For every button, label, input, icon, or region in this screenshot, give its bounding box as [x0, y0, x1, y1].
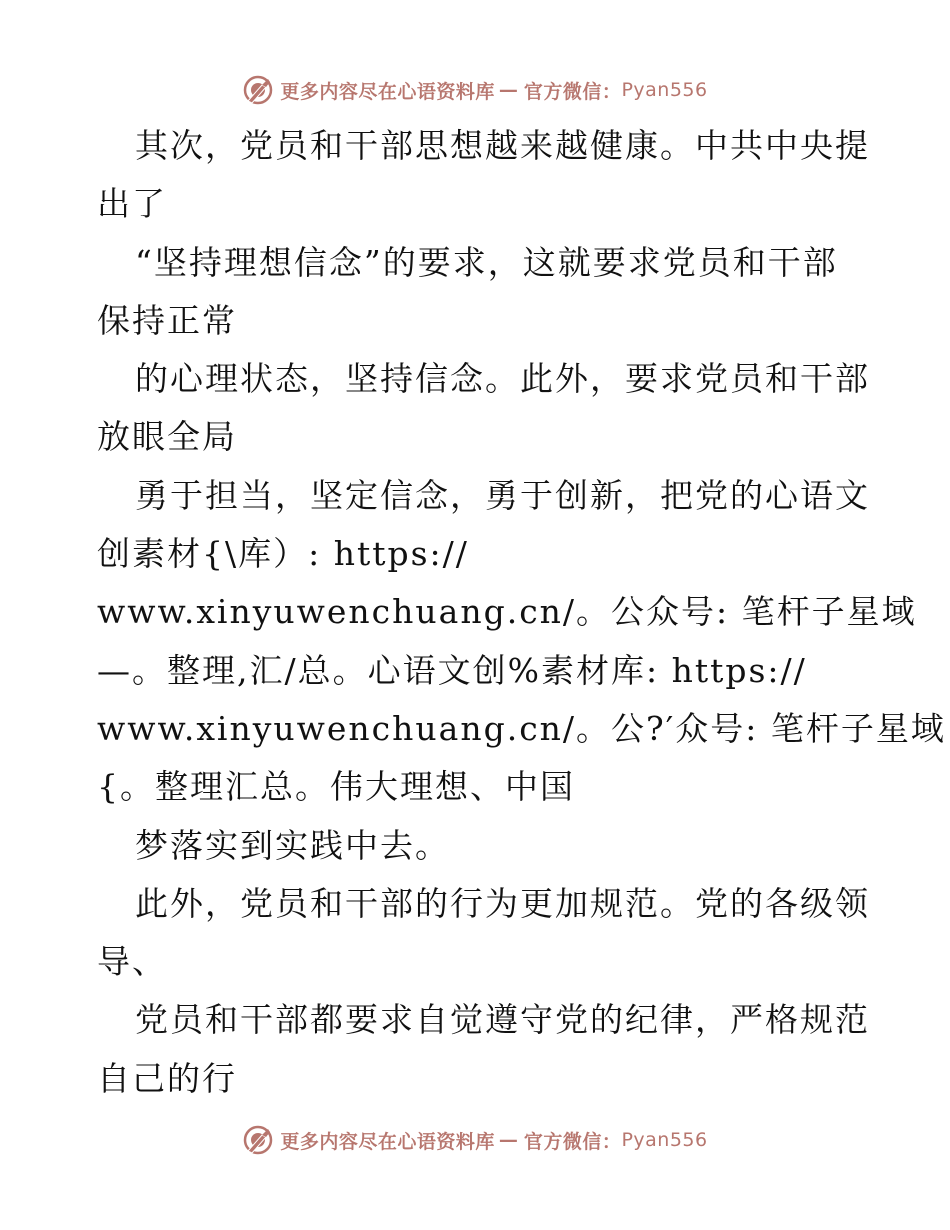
body-line: 梦落实到实践中去。 [135, 825, 450, 865]
footer-watermark-separator: — [498, 1129, 518, 1151]
pen-logo-icon [242, 1124, 274, 1156]
footer-watermark-banner [0, 1123, 950, 1157]
header-watermark-text: 更多内容尽在心语资料库 [280, 80, 495, 103]
header-watermark-separator: — [498, 79, 518, 101]
body-line: 党员和干部都要求自觉遵守党的纪律，严格规范 [135, 1000, 870, 1040]
footer-contact-handle: Pyan556 [621, 1129, 708, 1151]
body-text [97, 117, 946, 1108]
body-line: 的心理状态，坚持信念。此外，要求党员和干部 [135, 359, 870, 399]
body-line: “坚持理想信念”的要求，这就要求党员和干部 [135, 242, 838, 282]
footer-contact-label: 官方微信： [523, 1130, 622, 1153]
header-contact-handle: Pyan556 [621, 79, 708, 101]
header-watermark-banner [0, 73, 950, 107]
body-line: 此外，党员和干部的行为更加规范。党的各级领 [135, 883, 870, 923]
body-line: 创素材{\库）: https:// [97, 534, 469, 574]
body-line: 保持正常 [97, 300, 237, 340]
body-line: www.xinyuwenchuang.cn/。公众号: 笔杆子星域 [97, 592, 917, 632]
body-line: 其次，党员和干部思想越来越健康。中共中央提 [135, 126, 870, 165]
body-line: {。整理汇总。伟大理想、中国 [97, 767, 575, 807]
body-line: 导、 [97, 942, 167, 982]
body-line: 勇于担当，坚定信念，勇于创新，把党的心语文 [135, 475, 870, 515]
pen-logo-icon [242, 74, 274, 106]
body-line: www.xinyuwenchuang.cn/。公?′众号: 笔杆子星域 [97, 708, 946, 748]
body-line: 放眼全局 [97, 417, 237, 457]
header-contact-label: 官方微信： [523, 80, 622, 103]
footer-watermark-text: 更多内容尽在心语资料库 [280, 1130, 495, 1153]
body-line: —。整理,汇/总。心语文创%素材库: https:// [97, 650, 807, 690]
body-line: 出了 [97, 184, 167, 224]
body-line: 自己的行 [97, 1058, 237, 1098]
